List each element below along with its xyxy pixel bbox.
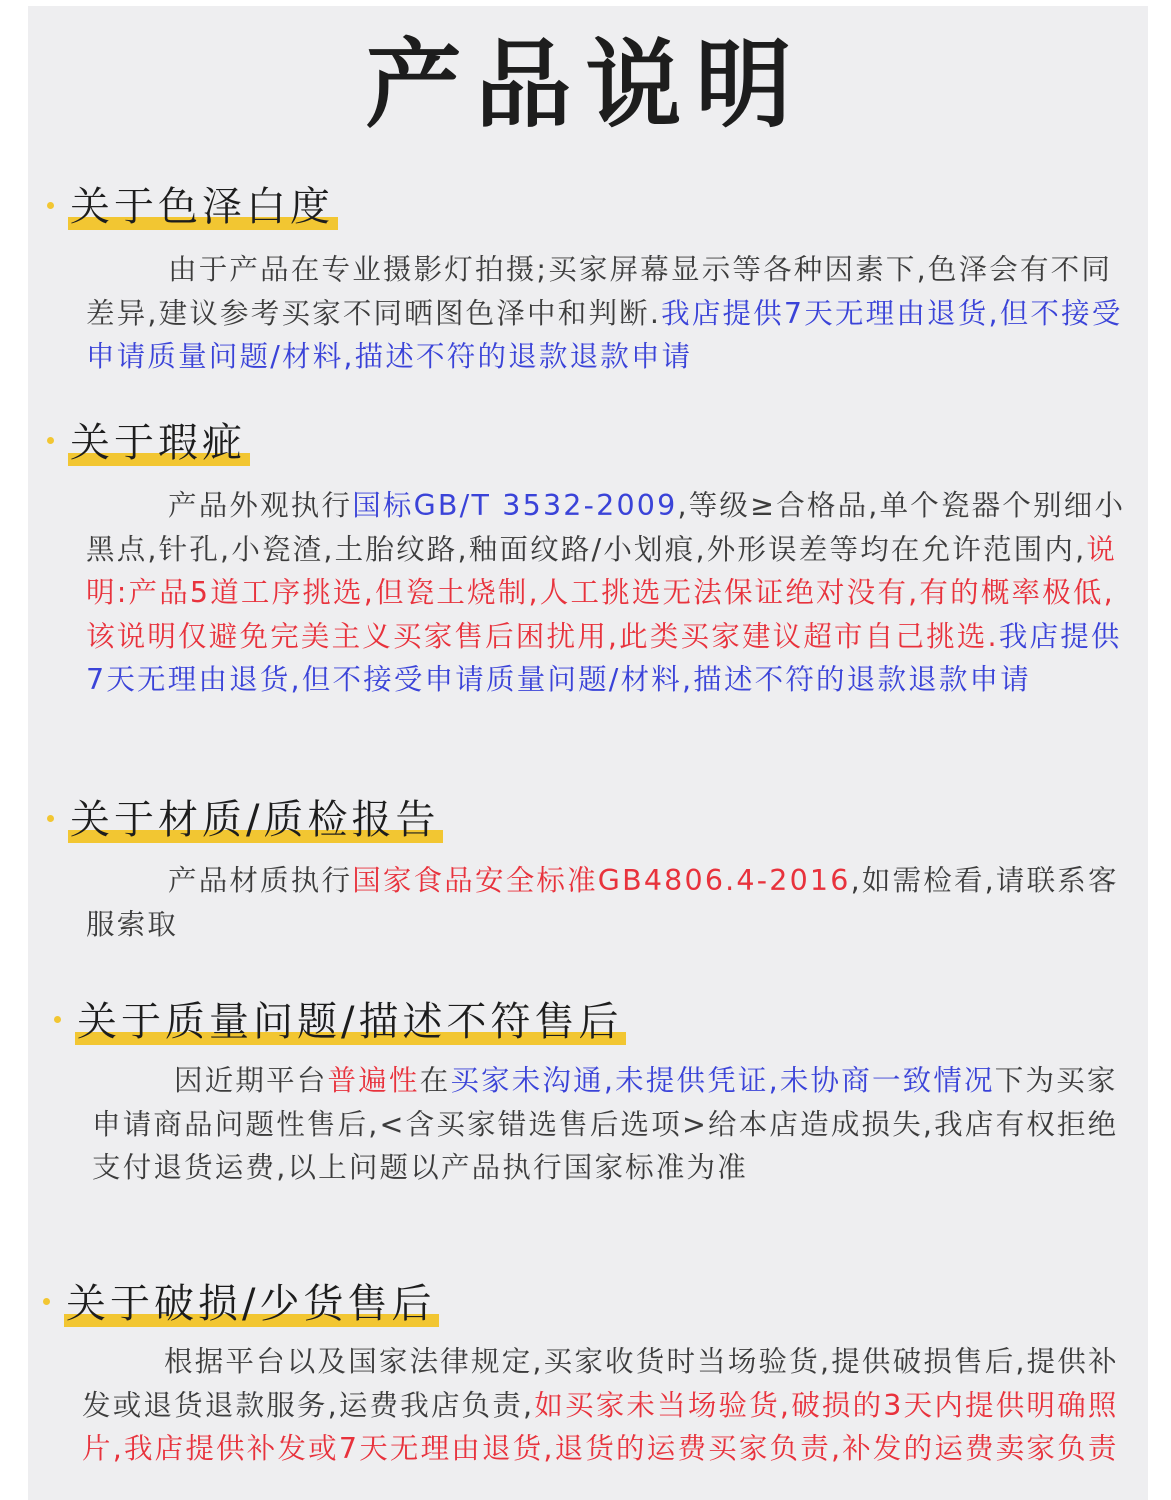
section-paragraph [82,1340,1132,1471]
section-heading: 关于色泽白度 [68,182,338,232]
page-title-wrap [0,30,1171,140]
section-paragraph [86,859,1136,946]
section-heading: 关于材质/质检报告 [68,795,443,845]
paragraph-run-blue: 我店提供7天无理由退货,但不接受申请质量问题/材料,描述不符的退款退款申请 [86,619,1122,696]
section-heading: 关于质量问题/描述不符售后 [75,997,626,1047]
paragraph-run-red: 国家食品安全标准GB4806.4-2016 [352,864,851,897]
section-heading: 关于破损/少货售后 [64,1279,439,1329]
paragraph-run-gray: 因近期平台 [174,1064,328,1097]
paragraph-run-red: 如买家未当场验货,破损的3天内提供明确照片,我店提供补发或7天无理由退货,退货的运费买家负责,补发的运费卖家负责 [82,1388,1119,1465]
paragraph-run-red: 说明:产品5道工序挑选,但瓷土烧制,人工挑选无法保证绝对没有,有的概率极低,该说明仅避免完美主义买家售后困扰用,此类买家建议超市自己挑选. [86,532,1118,653]
bullet-icon [47,202,54,209]
paragraph-run-blue: 我店提供7天无理由退货,但不接受申请质量问题/材料,描述不符的退款退款申请 [86,296,1123,373]
bullet-icon [47,437,54,444]
paragraph-run-gray: 根据平台以及国家法律规定,买家收货时当场验货,提供破损售后,提供补发或退货退款服务,运费我店负责, [82,1345,1119,1422]
bullet-icon [54,1016,61,1023]
section-paragraph [92,1059,1132,1190]
paragraph-run-gray: 在 [419,1064,451,1097]
paragraph-run-blue: 买家未沟通,未提供凭证,未协商一致情况 [450,1064,995,1097]
paragraph-run-gray: 产品外观执行 [168,489,353,522]
section-paragraph [86,484,1136,702]
paragraph-run-red: 普遍性 [327,1064,420,1097]
paragraph-run-gray: 产品材质执行 [168,864,353,897]
section-heading: 关于瑕疵 [68,418,250,468]
paragraph-run-gray: 由于产品在专业摄影灯拍摄;买家屏幕显示等各种因素下,色泽会有不同差异,建议参考买家不同晒图色泽中和判断. [86,253,1113,330]
bullet-icon [47,815,54,822]
bullet-icon [43,1298,50,1305]
paragraph-run-gray: ,等级≥合格品,单个瓷器个别细小黑点,针孔,小瓷渣,土胎纹路,釉面纹路/小划痕,外形误差等均在允许范围内, [86,489,1126,566]
paragraph-run-blue: 国标GB/T 3532-2009 [352,489,678,522]
section-paragraph [86,248,1136,379]
page-title: 产品说明 [360,30,812,140]
paragraph-run-gray: 下为买家申请商品问题性售后,<含买家错选售后选项>给本店造成损失,我店有权拒绝支付退货运费,以上问题以产品执行国家标准为准 [92,1064,1119,1184]
paragraph-run-gray: ,如需检看,请联系客服索取 [86,864,1119,941]
